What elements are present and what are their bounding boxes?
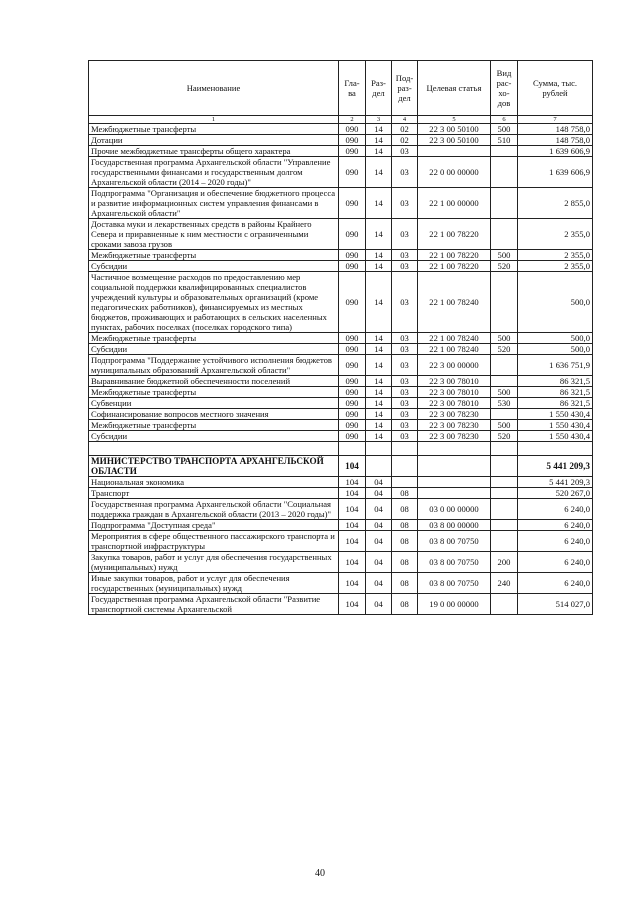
cell-sum: 86 321,5 (518, 398, 593, 409)
cell-section: 14 (366, 261, 392, 272)
cell-chapter: 090 (339, 409, 366, 420)
cell-expense-type: 520 (491, 261, 518, 272)
cell-expense-type (491, 272, 518, 333)
table-row (89, 124, 593, 135)
cell-expense-type: 500 (491, 387, 518, 398)
cell-subsection: 08 (392, 573, 418, 594)
cell-name: Транспорт (89, 488, 339, 499)
cell-chapter: 104 (339, 477, 366, 488)
cell-chapter: 104 (339, 499, 366, 520)
cell-sum: 5 441 209,3 (518, 456, 593, 477)
cell-target-item (418, 456, 491, 477)
cell-target-item: 22 1 00 78240 (418, 272, 491, 333)
cell-name: Выравнивание бюджетной обеспеченности поселений (89, 376, 339, 387)
header-section: Раз- дел (366, 61, 392, 116)
cell-expense-type: 500 (491, 124, 518, 135)
cell-expense-type (491, 188, 518, 219)
cell-section: 04 (366, 488, 392, 499)
cell-sum: 1 550 430,4 (518, 431, 593, 442)
cell-subsection: 03 (392, 272, 418, 333)
cell-expense-type (491, 442, 518, 456)
cell-expense-type (491, 355, 518, 376)
cell-name: Мероприятия в сфере общественного пассажирского транспорта и транспортной инфраструктуры (89, 531, 339, 552)
cell-target-item (418, 442, 491, 456)
table-header-row (89, 61, 593, 116)
cell-sum: 2 355,0 (518, 261, 593, 272)
cell-target-item: 03 8 00 70750 (418, 552, 491, 573)
cell-target-item: 22 0 00 00000 (418, 157, 491, 188)
cell-target-item: 03 8 00 70750 (418, 573, 491, 594)
cell-sum: 1 550 430,4 (518, 420, 593, 431)
cell-expense-type (491, 376, 518, 387)
cell-target-item (418, 488, 491, 499)
table-row (89, 188, 593, 219)
cell-expense-type (491, 456, 518, 477)
cell-section: 14 (366, 219, 392, 250)
cell-sum: 1 636 751,9 (518, 355, 593, 376)
cell-subsection (392, 442, 418, 456)
cell-section: 04 (366, 520, 392, 531)
table-row (89, 409, 593, 420)
cell-section: 14 (366, 387, 392, 398)
cell-subsection: 03 (392, 188, 418, 219)
cell-expense-type (491, 488, 518, 499)
cell-name: Прочие межбюджетные трансферты общего характера (89, 146, 339, 157)
cell-chapter: 090 (339, 188, 366, 219)
cell-chapter (339, 442, 366, 456)
cell-name: Межбюджетные трансферты (89, 387, 339, 398)
cell-sum: 1 639 606,9 (518, 157, 593, 188)
table-row (89, 344, 593, 355)
table-body (89, 124, 593, 615)
cell-subsection: 03 (392, 387, 418, 398)
table-row (89, 250, 593, 261)
column-number: 6 (491, 116, 518, 124)
table-row (89, 333, 593, 344)
cell-name: Субсидии (89, 261, 339, 272)
cell-name: Субвенции (89, 398, 339, 409)
cell-expense-type (491, 499, 518, 520)
cell-target-item (418, 477, 491, 488)
cell-sum: 6 240,0 (518, 520, 593, 531)
cell-chapter: 090 (339, 333, 366, 344)
cell-chapter: 090 (339, 124, 366, 135)
cell-expense-type (491, 594, 518, 615)
cell-subsection (392, 456, 418, 477)
header-chapter: Гла- ва (339, 61, 366, 116)
cell-expense-type (491, 219, 518, 250)
cell-subsection: 03 (392, 250, 418, 261)
cell-section: 14 (366, 135, 392, 146)
column-number: 7 (518, 116, 593, 124)
cell-name: Межбюджетные трансферты (89, 333, 339, 344)
cell-target-item: 22 3 00 78230 (418, 420, 491, 431)
cell-subsection: 03 (392, 376, 418, 387)
cell-sum: 500,0 (518, 344, 593, 355)
cell-chapter: 104 (339, 594, 366, 615)
cell-name: Государственная программа Архангельской области "Развитие транспортной системы Архангельской (89, 594, 339, 615)
cell-expense-type: 240 (491, 573, 518, 594)
table-row (89, 552, 593, 573)
cell-target-item: 22 1 00 78240 (418, 333, 491, 344)
cell-sum: 5 441 209,3 (518, 477, 593, 488)
cell-name: МИНИСТЕРСТВО ТРАНСПОРТА АРХАНГЕЛЬСКОЙ ОБЛАСТИ (89, 456, 339, 477)
cell-chapter: 104 (339, 531, 366, 552)
cell-expense-type (491, 146, 518, 157)
cell-chapter: 104 (339, 520, 366, 531)
cell-expense-type: 500 (491, 333, 518, 344)
cell-sum: 1 639 606,9 (518, 146, 593, 157)
cell-subsection: 03 (392, 333, 418, 344)
cell-sum (518, 442, 593, 456)
cell-sum: 148 758,0 (518, 124, 593, 135)
column-number: 4 (392, 116, 418, 124)
cell-target-item: 03 8 00 70750 (418, 531, 491, 552)
cell-name: Национальная экономика (89, 477, 339, 488)
cell-subsection: 03 (392, 398, 418, 409)
cell-section: 04 (366, 477, 392, 488)
cell-subsection: 03 (392, 420, 418, 431)
cell-section (366, 456, 392, 477)
cell-name: Частичное возмещение расходов по предоставлению мер социальной поддержки квалифицированных специалистов учреждений культуры и образовательных организаций (кроме педагогических работников), финансируемых из местных бюджетов, проживающих и работающих в сельских населенных пунктах, рабочих поселках (поселках городского типа) (89, 272, 339, 333)
cell-subsection: 08 (392, 531, 418, 552)
table-row (89, 456, 593, 477)
header-sum: Сумма, тыс. рублей (518, 61, 593, 116)
cell-expense-type: 520 (491, 431, 518, 442)
cell-section: 14 (366, 188, 392, 219)
cell-expense-type (491, 157, 518, 188)
cell-section: 04 (366, 499, 392, 520)
cell-name: Межбюджетные трансферты (89, 250, 339, 261)
cell-target-item: 22 3 00 78010 (418, 387, 491, 398)
cell-expense-type (491, 531, 518, 552)
column-number: 1 (89, 116, 339, 124)
cell-expense-type: 500 (491, 250, 518, 261)
table-row (89, 146, 593, 157)
cell-subsection: 03 (392, 219, 418, 250)
table-row (89, 431, 593, 442)
cell-chapter: 090 (339, 272, 366, 333)
cell-name: Государственная программа Архангельской области "Социальная поддержка граждан в Архангельской области (2013 – 2020 годы)" (89, 499, 339, 520)
document-page (88, 60, 592, 615)
cell-section: 04 (366, 573, 392, 594)
cell-name: Субсидии (89, 431, 339, 442)
cell-expense-type (491, 477, 518, 488)
table-row (89, 477, 593, 488)
cell-subsection: 03 (392, 355, 418, 376)
cell-section: 14 (366, 431, 392, 442)
cell-target-item: 22 3 00 78010 (418, 398, 491, 409)
cell-subsection: 03 (392, 146, 418, 157)
cell-sum: 6 240,0 (518, 573, 593, 594)
cell-sum: 86 321,5 (518, 376, 593, 387)
cell-chapter: 090 (339, 344, 366, 355)
cell-subsection: 03 (392, 261, 418, 272)
header-subsection: Под- раз- дел (392, 61, 418, 116)
cell-expense-type: 510 (491, 135, 518, 146)
cell-target-item: 22 1 00 78220 (418, 250, 491, 261)
cell-section: 14 (366, 333, 392, 344)
cell-subsection: 08 (392, 488, 418, 499)
header-target-item: Целевая статья (418, 61, 491, 116)
cell-expense-type (491, 520, 518, 531)
table-row (89, 387, 593, 398)
cell-section: 04 (366, 594, 392, 615)
cell-sum: 2 355,0 (518, 219, 593, 250)
cell-target-item: 22 1 00 78220 (418, 219, 491, 250)
cell-subsection (392, 477, 418, 488)
cell-target-item: 03 8 00 00000 (418, 520, 491, 531)
cell-section: 14 (366, 376, 392, 387)
cell-subsection: 08 (392, 520, 418, 531)
header-expense-type: Вид рас- хо- дов (491, 61, 518, 116)
cell-section: 14 (366, 124, 392, 135)
cell-chapter: 090 (339, 135, 366, 146)
cell-section: 14 (366, 272, 392, 333)
cell-name: Иные закупки товаров, работ и услуг для обеспечения государственных (муниципальных) нужд (89, 573, 339, 594)
cell-chapter: 090 (339, 398, 366, 409)
cell-sum: 6 240,0 (518, 499, 593, 520)
cell-chapter: 090 (339, 431, 366, 442)
table-row (89, 573, 593, 594)
cell-sum: 500,0 (518, 272, 593, 333)
table-row (89, 499, 593, 520)
cell-section: 14 (366, 250, 392, 261)
cell-sum: 6 240,0 (518, 552, 593, 573)
cell-chapter: 104 (339, 488, 366, 499)
cell-name: Подпрограмма "Организация и обеспечение бюджетного процесса и развитие информационных систем управления финансами в Архангельской области" (89, 188, 339, 219)
cell-target-item: 03 0 00 00000 (418, 499, 491, 520)
column-number-row (89, 116, 593, 124)
cell-name: Доставка муки и лекарственных средств в районы Крайнего Севера и приравненные к ним местности с ограниченными сроками завоза грузов (89, 219, 339, 250)
cell-chapter: 090 (339, 420, 366, 431)
cell-section: 14 (366, 398, 392, 409)
cell-expense-type: 200 (491, 552, 518, 573)
budget-table (88, 60, 593, 615)
cell-subsection: 03 (392, 409, 418, 420)
cell-section: 04 (366, 552, 392, 573)
cell-subsection: 02 (392, 124, 418, 135)
cell-target-item: 19 0 00 00000 (418, 594, 491, 615)
table-row (89, 219, 593, 250)
cell-target-item: 22 3 00 78230 (418, 409, 491, 420)
table-row (89, 488, 593, 499)
cell-sum: 520 267,0 (518, 488, 593, 499)
cell-target-item: 22 3 00 00000 (418, 355, 491, 376)
table-row (89, 261, 593, 272)
cell-sum: 2 355,0 (518, 250, 593, 261)
cell-section: 14 (366, 157, 392, 188)
cell-name: Закупка товаров, работ и услуг для обеспечения государственных (муниципальных) нужд (89, 552, 339, 573)
cell-chapter: 090 (339, 219, 366, 250)
table-row (89, 157, 593, 188)
cell-subsection: 08 (392, 499, 418, 520)
cell-section: 04 (366, 531, 392, 552)
table-row (89, 594, 593, 615)
cell-target-item: 22 3 00 78010 (418, 376, 491, 387)
cell-chapter: 090 (339, 376, 366, 387)
cell-expense-type: 500 (491, 420, 518, 431)
cell-sum: 148 758,0 (518, 135, 593, 146)
cell-sum: 6 240,0 (518, 531, 593, 552)
table-row (89, 520, 593, 531)
cell-expense-type: 520 (491, 344, 518, 355)
cell-target-item: 22 3 00 78230 (418, 431, 491, 442)
table-row (89, 355, 593, 376)
cell-sum: 86 321,5 (518, 387, 593, 398)
column-number: 3 (366, 116, 392, 124)
table-row (89, 272, 593, 333)
cell-chapter: 104 (339, 573, 366, 594)
cell-section: 14 (366, 409, 392, 420)
cell-section (366, 442, 392, 456)
cell-name: Межбюджетные трансферты (89, 124, 339, 135)
cell-sum: 2 855,0 (518, 188, 593, 219)
cell-expense-type (491, 409, 518, 420)
column-number: 2 (339, 116, 366, 124)
cell-target-item: 22 1 00 78220 (418, 261, 491, 272)
cell-sum: 500,0 (518, 333, 593, 344)
cell-name: Субсидии (89, 344, 339, 355)
header-name: Наименование (89, 61, 339, 116)
table-row (89, 420, 593, 431)
cell-subsection: 02 (392, 135, 418, 146)
cell-sum: 1 550 430,4 (518, 409, 593, 420)
cell-name: Подпрограмма "Доступная среда" (89, 520, 339, 531)
cell-section: 14 (366, 420, 392, 431)
cell-chapter: 104 (339, 456, 366, 477)
cell-subsection: 03 (392, 157, 418, 188)
cell-target-item: 22 1 00 00000 (418, 188, 491, 219)
cell-section: 14 (366, 355, 392, 376)
spacer-row (89, 442, 593, 456)
cell-name: Государственная программа Архангельской области "Управление государственными финансами и государственным долгом Архангельской области (2014 – 2020 годы)" (89, 157, 339, 188)
cell-name: Софинансирование вопросов местного значения (89, 409, 339, 420)
cell-target-item: 22 3 00 50100 (418, 135, 491, 146)
cell-section: 14 (366, 344, 392, 355)
cell-name (89, 442, 339, 456)
cell-sum: 514 027,0 (518, 594, 593, 615)
cell-section: 14 (366, 146, 392, 157)
cell-target-item: 22 1 00 78240 (418, 344, 491, 355)
cell-chapter: 104 (339, 552, 366, 573)
cell-chapter: 090 (339, 261, 366, 272)
cell-target-item (418, 146, 491, 157)
table-row (89, 135, 593, 146)
cell-subsection: 08 (392, 552, 418, 573)
cell-chapter: 090 (339, 250, 366, 261)
cell-name: Подпрограмма "Поддержание устойчивого исполнения бюджетов муниципальных образований Архангельской области" (89, 355, 339, 376)
page-number: 40 (315, 868, 325, 879)
table-row (89, 376, 593, 387)
cell-name: Дотации (89, 135, 339, 146)
cell-chapter: 090 (339, 355, 366, 376)
cell-name: Межбюджетные трансферты (89, 420, 339, 431)
cell-chapter: 090 (339, 146, 366, 157)
column-number: 5 (418, 116, 491, 124)
cell-expense-type: 530 (491, 398, 518, 409)
cell-subsection: 03 (392, 431, 418, 442)
table-row (89, 531, 593, 552)
table-row (89, 398, 593, 409)
cell-chapter: 090 (339, 387, 366, 398)
cell-chapter: 090 (339, 157, 366, 188)
cell-target-item: 22 3 00 50100 (418, 124, 491, 135)
cell-subsection: 08 (392, 594, 418, 615)
cell-subsection: 03 (392, 344, 418, 355)
